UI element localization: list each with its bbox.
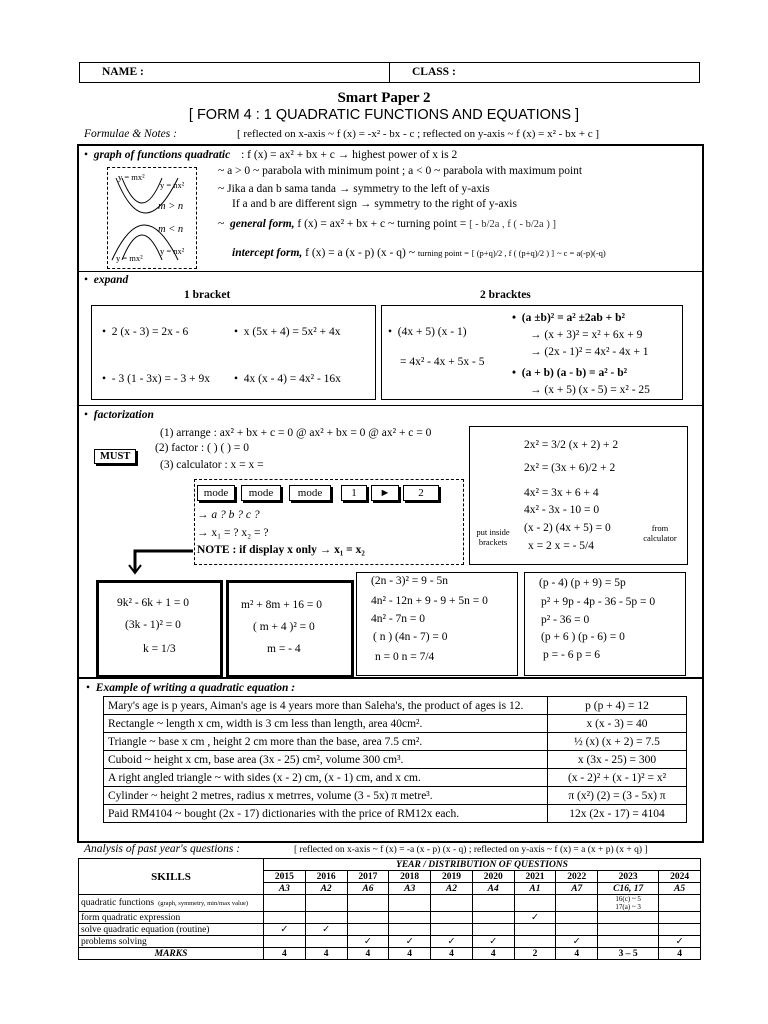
marks-cell: 4: [659, 948, 701, 960]
year-cell: 2022: [556, 871, 598, 883]
calc-arrow-button[interactable]: ►: [371, 485, 399, 501]
intercept-c: ~ c = a(-p)(-q): [556, 248, 606, 258]
skill-mark-cell: [556, 924, 598, 936]
worked-line: 2x² = 3/2 (x + 2) + 2: [524, 439, 619, 451]
marks-cell: 4: [431, 948, 473, 960]
example-row: [104, 697, 687, 715]
fig-label: y = mx²: [116, 253, 143, 263]
example-line: m = - 4: [267, 643, 301, 655]
factor-heading-row: • factorization: [84, 409, 154, 421]
example-line: p = - 6 p = 6: [543, 649, 601, 661]
skill-mark-cell: ✓: [305, 924, 347, 936]
factor-heading: factorization: [93, 409, 154, 421]
skill-mark-cell: [431, 912, 473, 924]
skill-mark-cell: [347, 924, 389, 936]
skill-mark-cell: ✓: [431, 936, 473, 948]
skill-row: [79, 912, 701, 924]
identity-example: → (x + 3)² = x² + 6x + 9: [530, 329, 643, 341]
note-text: NOTE : if display x only → x₁ = x₂: [197, 544, 365, 556]
marks-cell: 4: [347, 948, 389, 960]
question-cell: A3: [264, 883, 306, 895]
skill-mark-cell: [431, 924, 473, 936]
example-description: Cuboid ~ height x cm, base area (3x - 25) cm², volume 300 cm³.: [104, 751, 548, 769]
skill-mark-cell: [431, 895, 473, 912]
example-row: [104, 787, 687, 805]
graph-line1: ~ a > 0 ~ parabola with minimum point ; a < 0 ~ parabola with maximum point: [218, 165, 583, 177]
examples-heading: Example of writing a quadratic equation :: [95, 682, 296, 694]
skill-mark-cell: [659, 924, 701, 936]
example-line: (p - 4) (p + 9) = 5p: [539, 577, 626, 589]
question-cell: C16, 17: [598, 883, 659, 895]
example-equation: 12x (2x - 17) = 4104: [548, 805, 687, 823]
graph-line2: ~ Jika a dan b sama tanda → symmetry to the left of y-axis: [218, 183, 490, 195]
skill-cell: [79, 912, 264, 924]
year-cell: 2018: [389, 871, 431, 883]
skill-mark-cell: [556, 912, 598, 924]
question-cell: A1: [514, 883, 556, 895]
year-cell: 2020: [472, 871, 514, 883]
example-box-m: [226, 580, 354, 678]
example-line: (3k - 1)² = 0: [125, 619, 181, 631]
name-label: NAME :: [102, 66, 144, 78]
example-description: Paid RM4104 ~ bought (2x - 17) dictionaries with the price of RM12x each.: [104, 805, 548, 823]
skill-mark-cell: 16(c) ~ 5 17(a) ~ 3: [598, 895, 659, 912]
skill-mark-cell: [598, 924, 659, 936]
intercept-turning-point: [ (p+q)/2 , f ( (p+q)/2 ) ]: [471, 248, 555, 258]
question-cell: A2: [305, 883, 347, 895]
example-equation: π (x²) (2) = (3 - 5x) π: [548, 787, 687, 805]
example-line: ( m + 4 )² = 0: [253, 621, 315, 633]
example-line: ( n ) (4n - 7) = 0: [373, 631, 448, 643]
expand-example: = 4x² - 4x + 5x - 5: [400, 356, 485, 368]
expand-heading: expand: [93, 274, 129, 286]
calc-two-button[interactable]: 2: [403, 485, 439, 501]
two-brackets-box: • (4x + 5) (x - 1) = 4x² - 4x + 5x - 5 • (a ±b)² = a² ±2ab + b² → (x + 3)² = x² + 6x + 9 → (2x - 1)² = 4x² - 4x + 1 • (a + b) (a - b) = a² - b² → (x + 5) (x - 5) = x² - 25: [381, 305, 683, 400]
example-row: [104, 733, 687, 751]
year-cell: 2024: [659, 871, 701, 883]
example-line: m² + 8m + 16 = 0: [241, 599, 323, 611]
example-box-p: [524, 572, 686, 676]
skill-row: [79, 924, 701, 936]
example-equation: ½ (x) (x + 2) = 7.5: [548, 733, 687, 751]
page-title: Smart Paper 2: [337, 90, 431, 106]
example-box-n: [356, 572, 518, 676]
expand-heading-row: • expand: [84, 274, 129, 286]
identity: (a ±b)² = a² ±2ab + b²: [521, 312, 625, 324]
divider: [389, 63, 390, 82]
general-form: ~ general form, f (x) = ax² + bx + c ~ turning point = [ - b/2a , f ( - b/2a ) ]: [218, 218, 556, 230]
arrow-icon: [125, 545, 195, 575]
example-line: (2n - 3)² = 9 - 5n: [371, 575, 449, 587]
year-cell: 2015: [264, 871, 306, 883]
divider: [77, 271, 702, 272]
parabola-figure: [107, 167, 197, 269]
question-cell: A5: [659, 883, 701, 895]
formulae-label: Formulae & Notes :: [84, 128, 177, 140]
fig-label: m > n: [158, 201, 184, 212]
intercept-label: intercept form,: [232, 247, 303, 259]
example-line: p² - 36 = 0: [541, 614, 590, 626]
example-line: 4n² - 7n = 0: [371, 613, 426, 625]
identity-example: → (2x - 1)² = 4x² - 4x + 1: [530, 346, 649, 358]
fig-label: y = nx²: [160, 246, 185, 256]
calc-note: [197, 544, 365, 556]
skill-mark-cell: ✓: [472, 936, 514, 948]
fig-label: y = mx²: [118, 172, 145, 182]
calculator-box: [194, 479, 464, 565]
question-cell: A6: [347, 883, 389, 895]
skill-name: solve quadratic equation (routine): [81, 924, 210, 935]
analysis-table: [78, 858, 701, 960]
marks-row: [79, 948, 701, 960]
example-line: p² + 9p - 4p - 36 - 5p = 0: [541, 596, 656, 608]
examples-table: [103, 696, 687, 823]
skill-mark-cell: [472, 895, 514, 912]
skill-mark-cell: [472, 924, 514, 936]
example-equation: x (3x - 25) = 300: [548, 751, 687, 769]
question-cell: A4: [472, 883, 514, 895]
year-cell: 2023: [598, 871, 659, 883]
calc-mode-button[interactable]: mode: [241, 485, 281, 501]
marks-label: MARKS: [79, 948, 264, 960]
skill-row: [79, 936, 701, 948]
skill-mark-cell: [389, 912, 431, 924]
skill-mark-cell: [514, 936, 556, 948]
calc-mode-button[interactable]: mode: [289, 485, 331, 501]
fig-label: y = nx²: [160, 180, 185, 190]
class-label: CLASS :: [412, 66, 456, 78]
graph-line3: If a and b are different sign → symmetry to the right of y-axis: [232, 198, 517, 210]
question-cell: A3: [389, 883, 431, 895]
must-badge: MUST: [94, 449, 136, 464]
question-cell: A7: [556, 883, 598, 895]
example-row: [104, 751, 687, 769]
skill-mark-cell: [598, 936, 659, 948]
marks-cell: 4: [305, 948, 347, 960]
put-inside-note: put inside brackets: [476, 527, 510, 547]
intercept-form: [232, 247, 606, 259]
skill-mark-cell: [305, 936, 347, 948]
factor-step: (1) arrange : ax² + bx + c = 0 @ ax² + bx = 0 @ ax² + c = 0: [160, 427, 432, 439]
examples-heading-row: • Example of writing a quadratic equation :: [86, 682, 296, 694]
skill-name: form quadratic expression: [81, 912, 181, 923]
expand-example: 2 (x - 3) = 2x - 6: [111, 326, 189, 338]
skill-mark-cell: [264, 936, 306, 948]
graph-definition: : f (x) = ax² + bx + c → highest power of x is 2: [241, 149, 458, 161]
worked-example-box: [469, 426, 688, 565]
skill-mark-cell: ✓: [264, 924, 306, 936]
skill-row: [79, 895, 701, 912]
skill-mark-cell: [264, 895, 306, 912]
skill-name: quadratic functions: [81, 898, 155, 908]
skills-header: SKILLS: [79, 859, 264, 895]
expand-example: (4x + 5) (x - 1): [397, 326, 467, 338]
example-description: Rectangle ~ length x cm, width is 3 cm less than length, area 40cm².: [104, 715, 548, 733]
page-subtitle: [ FORM 4 : 1 QUADRATIC FUNCTIONS AND EQUATIONS ]: [188, 107, 580, 123]
skill-mark-cell: [305, 912, 347, 924]
identity-example: → (x + 5) (x - 5) = x² - 25: [530, 384, 650, 396]
skill-note: (graph, symmetry, min/max value): [158, 900, 249, 907]
skill-mark-cell: [347, 912, 389, 924]
skill-mark-cell: ✓: [389, 936, 431, 948]
skill-mark-cell: [389, 895, 431, 912]
skill-mark-cell: [598, 912, 659, 924]
general-label: general form,: [229, 218, 295, 230]
two-brackets-label: 2 bracktes: [480, 289, 531, 301]
skill-mark-cell: ✓: [556, 936, 598, 948]
intercept-text: f (x) = a (x - p) (x - q) ~: [305, 247, 415, 259]
question-cell: A2: [431, 883, 473, 895]
expand-example: 4x (x - 4) = 4x² - 16x: [243, 373, 341, 385]
worked-line: 4x² - 3x - 10 = 0: [524, 504, 600, 516]
calc-row: → a ? b ? c ?: [197, 509, 260, 521]
skill-name: problems solving: [81, 936, 147, 947]
example-row: [104, 769, 687, 787]
skill-mark-cell: [659, 912, 701, 924]
fig-label: m < n: [158, 224, 184, 235]
name-class-box: [79, 62, 700, 83]
skill-mark-cell: [305, 895, 347, 912]
example-equation: p (p + 4) = 12: [548, 697, 687, 715]
worked-line: 2x² = (3x + 6)/2 + 2: [524, 462, 616, 474]
example-box-k: [96, 580, 223, 678]
marks-cell: 4: [389, 948, 431, 960]
skill-cell: [79, 895, 264, 912]
general-text: f (x) = ax² + bx + c ~ turning point =: [297, 218, 467, 230]
one-bracket-label: 1 bracket: [184, 289, 231, 301]
skill-mark-cell: ✓: [347, 936, 389, 948]
year-cell: 2021: [514, 871, 556, 883]
skill-mark-cell: [514, 895, 556, 912]
calc-mode-button[interactable]: mode: [197, 485, 235, 501]
example-description: A right angled triangle ~ with sides (x - 2) cm, (x - 1) cm, and x cm.: [104, 769, 548, 787]
example-description: Triangle ~ base x cm , height 2 cm more than the base, area 7.5 cm².: [104, 733, 548, 751]
one-bracket-box: • 2 (x - 3) = 2x - 6 • x (5x + 4) = 5x² + 4x • - 3 (1 - 3x) = - 3 + 9x • 4x (x - 4) = 4x² - 16x: [91, 305, 376, 400]
skill-mark-cell: ✓: [659, 936, 701, 948]
skill-mark-cell: [472, 912, 514, 924]
example-line: k = 1/3: [143, 643, 176, 655]
expand-example: - 3 (1 - 3x) = - 3 + 9x: [111, 373, 211, 385]
skill-mark-cell: [389, 924, 431, 936]
example-equation: (x - 2)² + (x - 1)² = x²: [548, 769, 687, 787]
marks-cell: 4: [556, 948, 598, 960]
marks-cell: 4: [472, 948, 514, 960]
skill-mark-cell: [514, 924, 556, 936]
general-turning-point: [ - b/2a , f ( - b/2a ) ]: [469, 219, 556, 230]
calc-row: → x₁ = ? x₂ = ?: [197, 527, 269, 539]
skill-mark-cell: [264, 912, 306, 924]
example-equation: x (x - 3) = 40: [548, 715, 687, 733]
skill-mark-cell: [659, 895, 701, 912]
calc-one-button[interactable]: 1: [341, 485, 367, 501]
marks-cell: 2: [514, 948, 556, 960]
skill-mark-cell: [347, 895, 389, 912]
analysis-reflect: [ reflected on x-axis ~ f (x) = -a (x - p) (x - q) ; reflected on y-axis ~ f (x) = a (x + p) (x + q) ]: [294, 845, 648, 855]
example-line: (p + 6 ) (p - 6) = 0: [541, 631, 625, 643]
marks-cell: 4: [264, 948, 306, 960]
year-header: YEAR / DISTRIBUTION OF QUESTIONS: [264, 859, 701, 871]
example-row: [104, 715, 687, 733]
skill-cell: [79, 924, 264, 936]
factor-step: (2) factor : ( ) ( ) = 0: [155, 442, 249, 454]
example-description: Mary's age is p years, Aiman's age is 4 years more than Saleha's, the product of ages is 12.: [104, 697, 548, 715]
worked-line: (x - 2) (4x + 5) = 0: [524, 522, 611, 534]
example-line: 4n² - 12n + 9 - 9 + 5n = 0: [371, 595, 488, 607]
factor-step: (3) calculator : x = x =: [160, 459, 264, 471]
intercept-tp-label: turning point =: [417, 248, 469, 258]
year-cell: 2017: [347, 871, 389, 883]
year-cell: 2016: [305, 871, 347, 883]
graph-heading: graph of functions quadratic: [93, 149, 231, 161]
skill-mark-cell: [556, 895, 598, 912]
example-row: [104, 805, 687, 823]
graph-section: • graph of functions quadratic : f (x) = ax² + bx + c → highest power of x is 2: [84, 149, 458, 161]
from-calculator-note: from calculator: [643, 523, 677, 543]
worked-line: x = 2 x = - 5/4: [528, 540, 594, 552]
skill-mark-cell: ✓: [514, 912, 556, 924]
year-cell: 2019: [431, 871, 473, 883]
marks-cell: 3 – 5: [598, 948, 659, 960]
worked-line: 4x² = 3x + 6 + 4: [524, 487, 599, 499]
divider: [77, 405, 702, 406]
example-line: n = 0 n = 7/4: [375, 651, 435, 663]
analysis-label: Analysis of past year's questions :: [84, 843, 241, 855]
example-line: 9k² - 6k + 1 = 0: [117, 597, 189, 609]
identity: (a + b) (a - b) = a² - b²: [521, 367, 628, 379]
skill-cell: [79, 936, 264, 948]
reflect-note: [ reflected on x-axis ~ f (x) = -x² - bx - c ; reflected on y-axis ~ f (x) = x² - bx + c ]: [237, 128, 600, 140]
expand-example: x (5x + 4) = 5x² + 4x: [243, 326, 341, 338]
example-description: Cylinder ~ height 2 metres, radius x metrres, volume (3 - 5x) π metre³.: [104, 787, 548, 805]
